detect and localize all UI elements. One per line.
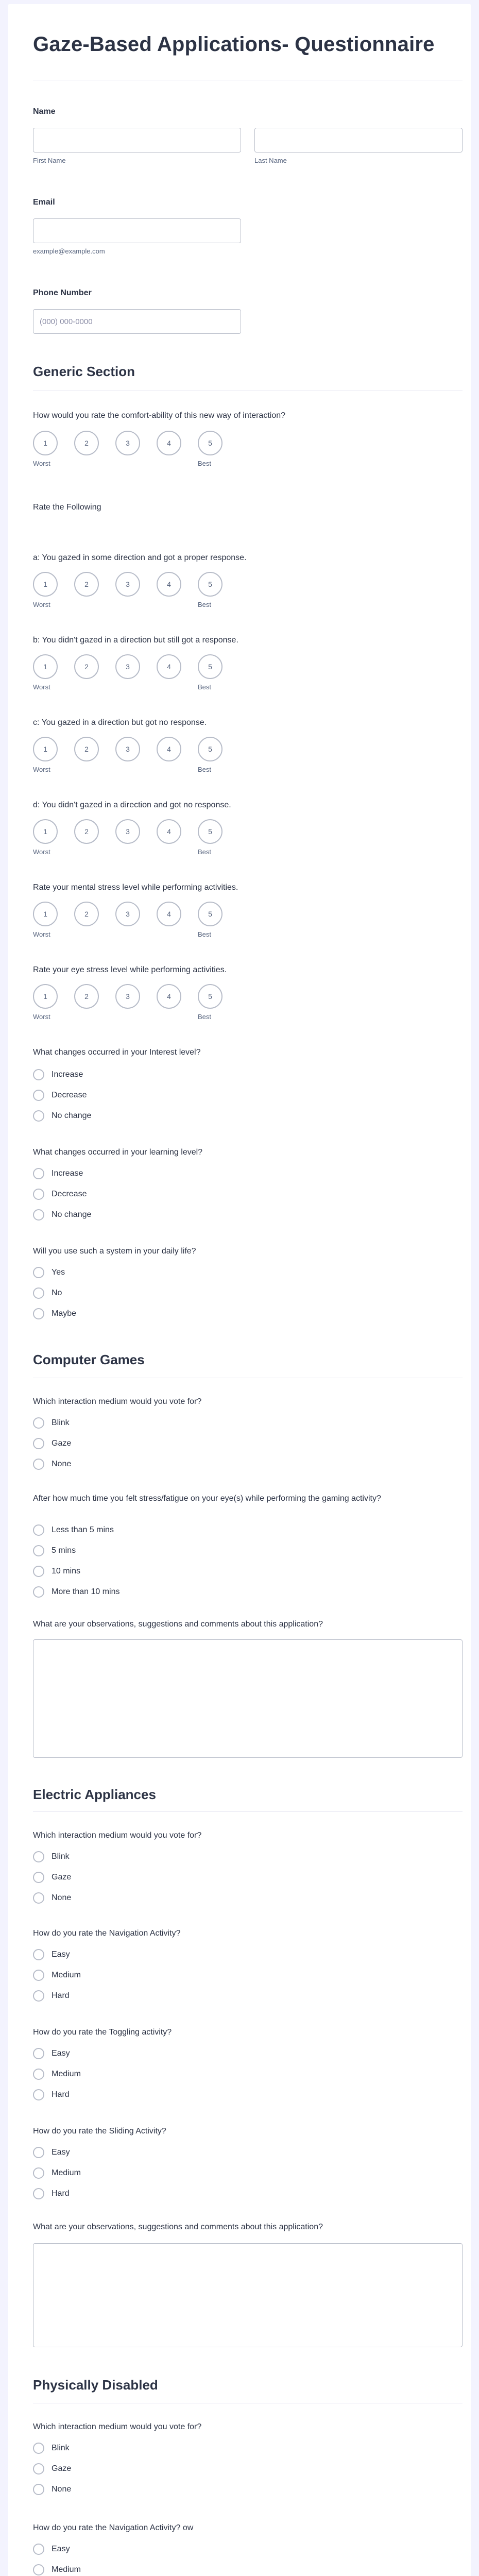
radio-circle[interactable]: [33, 2069, 44, 2080]
radio-circle[interactable]: [33, 1110, 44, 1122]
rating-option[interactable]: 2: [74, 654, 99, 679]
rating-option[interactable]: 1: [33, 984, 58, 1009]
radio-label: Medium: [52, 2168, 81, 2177]
rating-option[interactable]: 5: [198, 819, 223, 844]
radio-option[interactable]: [33, 1308, 76, 1320]
radio-option[interactable]: [33, 1969, 81, 1981]
radio-option[interactable]: [33, 2463, 71, 2475]
radio-label: Gaze: [52, 1873, 72, 1882]
radio-circle[interactable]: [33, 1892, 44, 1904]
radio-circle[interactable]: [33, 1524, 44, 1536]
radio-option[interactable]: [33, 1437, 71, 1450]
radio-option[interactable]: [33, 1586, 120, 1598]
radio-option[interactable]: [33, 1417, 70, 1429]
radio-circle[interactable]: [33, 2564, 44, 2575]
rating-option[interactable]: 3: [115, 819, 140, 844]
radio-circle[interactable]: [33, 2544, 44, 2555]
rating-d[interactable]: [33, 819, 223, 844]
scale-high-label: Best: [198, 1013, 212, 1021]
radio-label: Hard: [52, 2090, 70, 2099]
scale-low-label: Worst: [33, 601, 50, 608]
radio-label: No change: [52, 1210, 92, 1219]
radio-option[interactable]: [33, 2146, 70, 2159]
radio-circle[interactable]: [33, 2484, 44, 2495]
radio-option[interactable]: [33, 1892, 71, 1904]
radio-circle[interactable]: [33, 2048, 44, 2059]
radio-label: Medium: [52, 2070, 81, 2078]
radio-label: Decrease: [52, 1091, 87, 1099]
rating-option[interactable]: 1: [33, 737, 58, 761]
scale-high-label: Best: [198, 601, 212, 608]
scale-low-label: Worst: [33, 1013, 50, 1021]
radio-label: Gaze: [52, 1439, 72, 1448]
rating-option[interactable]: 2: [74, 431, 99, 455]
q-a-label: a: You gazed in some direction and got a proper response.: [33, 553, 247, 562]
scale-low-label: Worst: [33, 683, 50, 691]
q-interest-label: What changes occurred in your Interest level?: [33, 1048, 201, 1057]
rating-option[interactable]: 5: [198, 572, 223, 597]
radio-label: No: [52, 1289, 62, 1297]
radio-circle[interactable]: [33, 2167, 44, 2179]
radio-circle[interactable]: [33, 1566, 44, 1577]
radio-label: Easy: [52, 2148, 70, 2157]
radio-circle[interactable]: [33, 1872, 44, 1883]
radio-circle[interactable]: [33, 1949, 44, 1960]
form-title: Gaze-Based Applications- Questionnaire: [33, 33, 435, 56]
radio-circle[interactable]: [33, 1438, 44, 1449]
rating-comfort[interactable]: [33, 431, 223, 455]
radio-label: Blink: [52, 1418, 70, 1427]
q-navigation-ow-label: How do you rate the Navigation Activity? ow: [33, 2523, 194, 2532]
radio-circle[interactable]: [33, 1970, 44, 1981]
radio-option[interactable]: [33, 1110, 91, 1122]
radio-label: Increase: [52, 1169, 83, 1178]
q-medium-label: Which interaction medium would you vote for?: [33, 1831, 202, 1840]
scale-high-label: Best: [198, 930, 212, 938]
radio-option[interactable]: [33, 1167, 83, 1180]
section-electric-appliances: Electric Appliances: [33, 1787, 156, 1802]
radio-option[interactable]: [33, 2047, 70, 2060]
q-learning-label: What changes occurred in your learning level?: [33, 1148, 203, 1157]
radio-option[interactable]: [33, 1990, 70, 2002]
radio-label: Medium: [52, 2565, 81, 2574]
rating-option[interactable]: 5: [198, 654, 223, 679]
radio-label: Gaze: [52, 2464, 72, 2473]
q-comfort-label: How would you rate the comfort-ability of this new way of interaction?: [33, 411, 286, 420]
rating-option[interactable]: 1: [33, 819, 58, 844]
radio-circle[interactable]: [33, 1586, 44, 1598]
rating-option[interactable]: 2: [74, 819, 99, 844]
rating-option[interactable]: 3: [115, 984, 140, 1009]
radio-label: Yes: [52, 1268, 65, 1277]
scale-high-label: Best: [198, 848, 212, 856]
radio-circle[interactable]: [33, 1189, 44, 1200]
rating-a[interactable]: [33, 572, 223, 597]
radio-label: None: [52, 1893, 72, 1902]
section-generic: Generic Section: [33, 364, 135, 379]
observations-textarea[interactable]: [33, 1639, 463, 1758]
rating-mental[interactable]: [33, 902, 223, 926]
last-name-sublabel: Last Name: [254, 157, 287, 164]
radio-label: 5 mins: [52, 1546, 76, 1555]
radio-option[interactable]: [33, 1458, 71, 1470]
q-observations-label: What are your observations, suggestions and comments about this application?: [33, 2223, 323, 2231]
q-medium-label: Which interaction medium would you vote for?: [33, 2422, 202, 2431]
radio-option[interactable]: [33, 1545, 76, 1557]
rating-option[interactable]: 4: [157, 819, 181, 844]
rating-option[interactable]: 2: [74, 902, 99, 926]
rating-option[interactable]: 1: [33, 654, 58, 679]
radio-circle[interactable]: [33, 1168, 44, 1179]
radio-circle[interactable]: [33, 2147, 44, 2158]
radio-option[interactable]: [33, 2442, 70, 2454]
first-name-input[interactable]: [33, 128, 241, 152]
radio-circle[interactable]: [33, 2443, 44, 2454]
radio-option[interactable]: [33, 2188, 70, 2200]
radio-circle[interactable]: [33, 2188, 44, 2199]
radio-label: Medium: [52, 1971, 81, 1979]
last-name-input[interactable]: [254, 128, 463, 152]
rating-option[interactable]: 3: [115, 737, 140, 761]
rating-option[interactable]: 4: [157, 902, 181, 926]
rating-option[interactable]: 2: [74, 984, 99, 1009]
radio-label: Blink: [52, 1852, 70, 1861]
radio-label: Increase: [52, 1070, 83, 1079]
rating-option[interactable]: 3: [115, 902, 140, 926]
rating-option[interactable]: 1: [33, 902, 58, 926]
radio-label: Easy: [52, 2049, 70, 2058]
q-d-label: d: You didn't gazed in a direction and got no response.: [33, 801, 231, 809]
radio-circle[interactable]: [33, 1209, 44, 1221]
radio-option[interactable]: [33, 1188, 87, 1200]
section-computer-games: Computer Games: [33, 1352, 145, 1367]
radio-label: None: [52, 1460, 72, 1468]
rating-option[interactable]: 5: [198, 737, 223, 761]
phone-label: Phone Number: [33, 289, 92, 297]
rating-option[interactable]: 5: [198, 431, 223, 455]
rating-option[interactable]: 1: [33, 431, 58, 455]
radio-option[interactable]: [33, 1565, 80, 1578]
scale-low-label: Worst: [33, 766, 50, 773]
rating-option[interactable]: 4: [157, 654, 181, 679]
scale-high-label: Best: [198, 766, 212, 773]
phone-input[interactable]: [33, 309, 241, 334]
rating-c[interactable]: [33, 737, 223, 761]
radio-circle[interactable]: [33, 1851, 44, 1862]
q-observations-label: What are your observations, suggestions and comments about this application?: [33, 1620, 323, 1629]
scale-low-label: Worst: [33, 848, 50, 856]
rating-option[interactable]: 2: [74, 737, 99, 761]
radio-label: More than 10 mins: [52, 1587, 120, 1596]
radio-option[interactable]: [33, 1089, 87, 1101]
q-toggling-label: How do you rate the Toggling activity?: [33, 2028, 172, 2037]
rating-option[interactable]: 3: [115, 572, 140, 597]
q-mental-label: Rate your mental stress level while performing activities.: [33, 883, 238, 892]
rating-option[interactable]: 2: [74, 572, 99, 597]
radio-label: Hard: [52, 2189, 70, 2198]
radio-circle[interactable]: [33, 1417, 44, 1429]
radio-option[interactable]: [33, 1851, 70, 1863]
radio-option[interactable]: [33, 2068, 81, 2080]
radio-option[interactable]: [33, 1948, 70, 1961]
radio-label: Maybe: [52, 1309, 77, 1318]
radio-circle[interactable]: [33, 1308, 44, 1319]
rating-eye[interactable]: [33, 984, 223, 1009]
section-divider: [33, 1811, 463, 1812]
radio-label: Less than 5 mins: [52, 1526, 114, 1534]
rating-option[interactable]: 3: [115, 431, 140, 455]
radio-circle[interactable]: [33, 1090, 44, 1101]
form-header: [33, 4, 463, 80]
radio-circle[interactable]: [33, 1459, 44, 1470]
section-physically-disabled: Physically Disabled: [33, 2377, 158, 2393]
radio-label: Easy: [52, 1950, 70, 1959]
form-card: [8, 4, 471, 2576]
q-b-label: b: You didn't gazed in a direction but still got a response.: [33, 636, 238, 645]
q-medium-label: Which interaction medium would you vote for?: [33, 1397, 202, 1406]
radio-circle[interactable]: [33, 1287, 44, 1299]
rating-option[interactable]: 3: [115, 654, 140, 679]
rating-option[interactable]: 4: [157, 431, 181, 455]
rating-option[interactable]: 5: [198, 902, 223, 926]
radio-option[interactable]: [33, 1069, 83, 1081]
rating-option[interactable]: 1: [33, 572, 58, 597]
email-input[interactable]: [33, 218, 241, 243]
first-name-sublabel: First Name: [33, 157, 66, 164]
scale-low-label: Worst: [33, 460, 50, 467]
scale-high-label: Best: [198, 683, 212, 691]
q-eye-label: Rate your eye stress level while performing activities.: [33, 965, 227, 974]
radio-option[interactable]: [33, 2564, 81, 2576]
q-navigation-label: How do you rate the Navigation Activity?: [33, 1929, 181, 1938]
radio-circle[interactable]: [33, 1545, 44, 1556]
radio-label: Blink: [52, 2444, 70, 2452]
rating-option[interactable]: 4: [157, 737, 181, 761]
radio-option[interactable]: [33, 1209, 91, 1221]
radio-option[interactable]: [33, 1524, 114, 1536]
q-daily-label: Will you use such a system in your daily life?: [33, 1247, 196, 1256]
rating-option[interactable]: 4: [157, 572, 181, 597]
radio-circle[interactable]: [33, 1069, 44, 1080]
rate-following-text: Rate the Following: [33, 503, 101, 512]
radio-label: No change: [52, 1111, 92, 1120]
q-c-label: c: You gazed in a direction but got no response.: [33, 718, 207, 727]
radio-label: Decrease: [52, 1190, 87, 1198]
radio-circle[interactable]: [33, 1267, 44, 1278]
rating-option[interactable]: 4: [157, 984, 181, 1009]
rating-b[interactable]: [33, 654, 223, 679]
radio-circle[interactable]: [33, 2463, 44, 2475]
email-sublabel: example@example.com: [33, 247, 105, 255]
name-label: Name: [33, 107, 56, 116]
radio-option[interactable]: [33, 2543, 70, 2555]
observations-textarea[interactable]: [33, 2243, 463, 2347]
radio-circle[interactable]: [33, 1990, 44, 2002]
radio-circle[interactable]: [33, 2089, 44, 2100]
radio-option[interactable]: [33, 2167, 81, 2179]
email-label: Email: [33, 198, 55, 207]
rating-option[interactable]: 5: [198, 984, 223, 1009]
radio-option[interactable]: [33, 1287, 62, 1299]
scale-high-label: Best: [198, 460, 212, 467]
radio-label: None: [52, 2485, 72, 2494]
radio-label: 10 mins: [52, 1567, 81, 1575]
radio-option[interactable]: [33, 1266, 65, 1279]
q-sliding-label: How do you rate the Sliding Activity?: [33, 2127, 166, 2136]
scale-low-label: Worst: [33, 930, 50, 938]
radio-label: Hard: [52, 1991, 70, 2000]
radio-option[interactable]: [33, 1871, 71, 1884]
radio-option[interactable]: [33, 2089, 70, 2101]
radio-option[interactable]: [33, 2483, 71, 2496]
q-fatigue-label: After how much time you felt stress/fatigue on your eye(s) while performing the gaming activity?: [33, 1494, 381, 1503]
radio-label: Easy: [52, 2545, 70, 2553]
